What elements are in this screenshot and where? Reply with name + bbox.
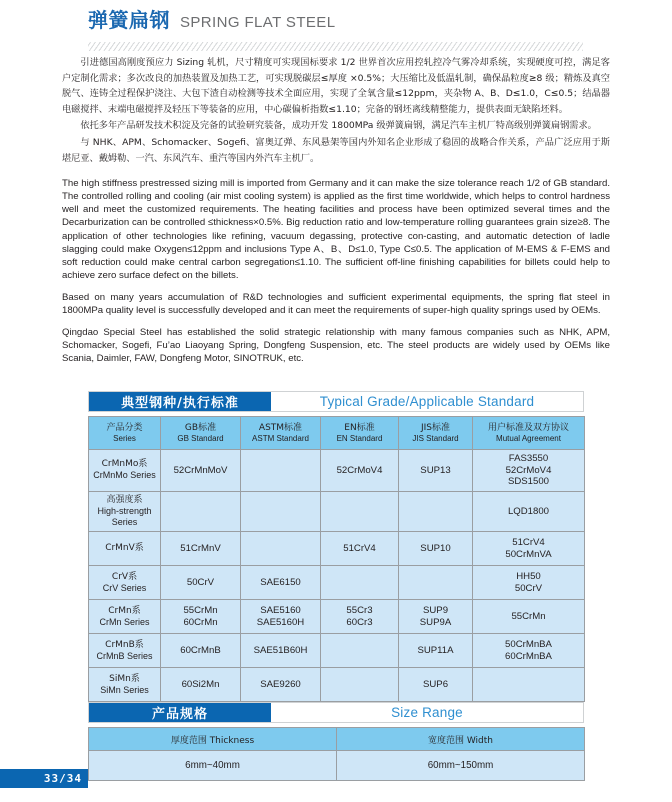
grade-cell-mutual	[473, 450, 585, 492]
table-row	[89, 532, 585, 566]
grade-series-en: CrMnMo Series	[93, 470, 156, 481]
grade-series-cn: CrMnB系	[105, 639, 144, 650]
grade-cell-mutual	[473, 600, 585, 634]
grade-cell-jis	[399, 634, 473, 668]
grade-cell-value: SAE51B60H	[253, 645, 308, 657]
grade-cell-value: 52CrMoV4	[505, 464, 552, 476]
grade-banner-cn: 典型钢种/执行标准	[89, 392, 271, 411]
size-table-header-row	[89, 728, 585, 751]
grade-col-label-en: EN Standard	[336, 433, 383, 443]
grade-cell-gb	[161, 668, 241, 702]
paragraph-en-3: Qingdao Special Steel has established the solid strategic relationship with many famous companies such as NHK, APM, Schomacker, Sogefi, Fu’ao Liaoyang Spring, Dongfeng Suspension, etc. The steel products are widely used by OEMs like Scania, Daimler, FAW, Dongfeng Motor, SINOTRUK, etc.	[62, 327, 610, 365]
english-copy-block	[62, 177, 610, 365]
grade-cell-astm	[241, 634, 321, 668]
grade-cell-value: SAE9260	[260, 679, 301, 691]
size-col-thickness: 厚度范围 Thickness	[89, 728, 337, 751]
grade-col-label-cn: JIS标准	[420, 422, 451, 433]
grade-cell-value: 52CrMnMoV	[173, 464, 228, 476]
size-value-thickness: 6mm~40mm	[89, 751, 337, 781]
grade-series-en: CrV Series	[102, 582, 147, 593]
grade-series-cell	[89, 491, 161, 532]
grade-table-body	[89, 450, 585, 702]
grade-cell-value: 51CrV4	[512, 537, 545, 549]
grade-cell-value: SDS1500	[507, 476, 550, 488]
grade-col-label-cn: EN标准	[344, 422, 375, 433]
grade-cell-en	[321, 450, 399, 492]
grade-cell-en	[321, 532, 399, 566]
grade-cell-mutual	[473, 566, 585, 600]
grade-cell-value: 55Cr3	[346, 605, 373, 617]
grade-cell-mutual	[473, 668, 585, 702]
grade-cell-en	[321, 491, 399, 532]
grade-cell-value: 51CrMnV	[180, 543, 221, 555]
grade-series-cn: 高强度系	[106, 494, 143, 505]
grade-series-cell	[89, 566, 161, 600]
grade-cell-astm	[241, 668, 321, 702]
grade-col-label-en: Series	[113, 433, 136, 443]
grade-cell-astm	[241, 566, 321, 600]
grade-cell-value: 50CrMnVA	[505, 548, 552, 560]
grade-series-cell	[89, 532, 161, 566]
grade-cell-astm	[241, 600, 321, 634]
grade-cell-mutual	[473, 532, 585, 566]
grade-cell-value: SUP9	[422, 605, 449, 617]
grade-cell-value: 60Cr3	[346, 616, 373, 628]
grade-col-5	[473, 417, 585, 450]
grade-cell-value: FAS3550	[508, 453, 549, 464]
grade-col-label-en: GB Standard	[177, 433, 224, 443]
grade-cell-value: 60Si2Mn	[181, 679, 220, 691]
grade-cell-value: 50CrMnBA	[505, 639, 552, 651]
grade-cell-value: SAE5160	[260, 605, 301, 617]
size-banner-cn: 产品规格	[89, 703, 271, 722]
table-row	[89, 668, 585, 702]
grade-banner-en: Typical Grade/Applicable Standard	[319, 394, 535, 409]
grade-table	[88, 416, 585, 702]
grade-series-cell	[89, 634, 161, 668]
page-title	[0, 0, 672, 31]
size-col-width: 宽度范围 Width	[337, 728, 585, 751]
grade-cell-mutual	[473, 634, 585, 668]
grade-cell-value: 60CrMnBA	[505, 650, 552, 662]
table-row	[89, 634, 585, 668]
grade-cell-value: 60CrMn	[183, 616, 218, 628]
grade-cell-jis	[399, 532, 473, 566]
grade-table-header-row	[89, 417, 585, 450]
grade-cell-jis	[399, 566, 473, 600]
grade-series-cn: SiMn系	[109, 673, 140, 684]
hatch-divider	[88, 42, 583, 51]
grade-cell-gb	[161, 450, 241, 492]
page-number-badge: 33/34	[0, 769, 88, 788]
paragraph-en-1: The high stiffness prestressed sizing mill is imported from Germany and it can make the size tolerance reach 1/2 of GB standard. The controlled rolling and cooling (air mist cooling system) is applied as the first time worldwide, which helps to control hardness well and meet the customized requirements. The heating facilities and process have been optimized several times and the Decarburization can be controlled ≤thickness×0.5%. Big reduction ratio and low-temperature rolling guarantees grain size≥8. The application of other technologies like refining, vacuum degassing, protective con-casting, and automatic detection of ladle slagging could make Oxygen≤12ppm and inclusions Type A、B、D≤1.0, Type C≤0.5. The application of M-EMS & F-EMS and soft reduction could make central carbon segregation≤1.10. The sufficient off-line finishing capabilities for billets could help to achieve zero surface defect on the billets.	[62, 178, 610, 281]
grade-cell-value: SUP6	[422, 679, 449, 691]
grade-series-en: CrMn Series	[99, 616, 150, 627]
grade-col-1	[161, 417, 241, 450]
grade-cell-en	[321, 566, 399, 600]
grade-cell-value: 52CrMoV4	[336, 464, 383, 476]
paragraph-en-2: Based on many years accumulation of R&D technologies and sufficient experimental equipments, the spring flat steel in 1800MPa quality level is successfully developed and it can meet the requirements of super-high quality springs used by OEMs.	[62, 291, 610, 316]
size-range-section	[88, 702, 584, 781]
grade-series-cell	[89, 668, 161, 702]
grade-series-cn: CrMnMo系	[101, 459, 148, 470]
grade-cell-value: SUP10	[420, 543, 451, 555]
grade-col-2	[241, 417, 321, 450]
grade-cell-value: 55CrMn	[511, 611, 546, 623]
page-header	[0, 0, 672, 51]
grade-series-cn: CrMnV系	[105, 543, 144, 554]
grade-col-label-cn: 用户标准及双方协议	[487, 422, 569, 433]
grade-cell-gb	[161, 566, 241, 600]
paragraph-cn-2: 依托多年产品研发技术积淀及完备的试验研究装备，成功开发 1800MPa 级弹簧扁钢，满足汽车主机厂特高级别弹簧扁钢需求。	[80, 120, 597, 132]
size-banner	[88, 702, 584, 723]
grade-banner	[88, 391, 584, 412]
grade-cell-jis	[399, 491, 473, 532]
table-row	[89, 450, 585, 492]
grade-cell-value: SUP9A	[419, 616, 452, 628]
grade-cell-value: 50CrV	[186, 577, 215, 589]
grade-cell-gb	[161, 600, 241, 634]
table-row	[89, 566, 585, 600]
body-copy	[62, 55, 610, 365]
grade-cell-value: LQD1800	[507, 505, 550, 517]
size-table	[88, 727, 585, 781]
grade-col-4	[399, 417, 473, 450]
grade-cell-value: SAE6150	[260, 577, 301, 589]
grade-cell-gb	[161, 532, 241, 566]
grade-cell-value: SAE5160H	[256, 616, 305, 628]
grade-cell-gb	[161, 634, 241, 668]
grade-cell-astm	[241, 532, 321, 566]
paragraph-cn-3: 与 NHK、APM、Schomacker、Sogefi、富奥辽弹、东风悬架等国内外知名企业形成了稳固的战略合作关系，产品广泛应用于斯堪尼亚、戴姆勒、一汽、东风汽车、重汽等国内外汽车主机厂。	[62, 136, 610, 164]
grade-series-en: High-strength Series	[97, 505, 152, 528]
grade-cell-en	[321, 668, 399, 702]
grade-cell-value: 60CrMnB	[180, 645, 221, 657]
size-banner-en: Size Range	[391, 705, 463, 720]
grade-cell-gb	[161, 491, 241, 532]
page-title-cn: 弹簧扁钢	[88, 10, 170, 32]
grade-col-label-cn: 产品分类	[106, 422, 143, 433]
typical-grade-section	[88, 391, 584, 702]
grade-col-0	[89, 417, 161, 450]
grade-series-cell	[89, 450, 161, 492]
grade-col-label-cn: ASTM标准	[258, 422, 303, 433]
grade-cell-mutual	[473, 491, 585, 532]
grade-col-label-en: ASTM Standard	[252, 433, 309, 443]
grade-cell-en	[321, 600, 399, 634]
grade-cell-jis	[399, 600, 473, 634]
grade-cell-value: SUP13	[420, 464, 451, 476]
grade-cell-jis	[399, 668, 473, 702]
grade-cell-value: 55CrMn	[183, 605, 218, 617]
grade-cell-jis	[399, 450, 473, 492]
table-row	[89, 491, 585, 532]
grade-cell-astm	[241, 450, 321, 492]
size-value-width: 60mm~150mm	[337, 751, 585, 781]
table-row	[89, 600, 585, 634]
grade-cell-value: 51CrV4	[343, 543, 376, 555]
grade-series-en: SiMn Series	[100, 684, 149, 695]
grade-series-cn: CrV系	[111, 571, 138, 582]
page-title-en: SPRING FLAT STEEL	[180, 14, 336, 31]
grade-col-3	[321, 417, 399, 450]
grade-col-label-en: Mutual Agreement	[496, 433, 561, 443]
grade-col-label-en: JIS Standard	[412, 433, 459, 443]
grade-series-cell	[89, 600, 161, 634]
grade-cell-value: HH50	[516, 571, 541, 583]
grade-cell-en	[321, 634, 399, 668]
grade-cell-value: 50CrV	[514, 582, 543, 594]
grade-series-en: CrMnB Series	[96, 650, 153, 661]
grade-cell-astm	[241, 491, 321, 532]
grade-series-cn: CrMn系	[108, 605, 141, 616]
grade-cell-value: SUP11A	[417, 645, 454, 657]
size-table-row	[89, 751, 585, 781]
paragraph-cn-1: 引进德国高刚度预应力 Sizing 轧机，尺寸精度可实现国标要求 1/2 世界首次应用控轧控冷气雾冷却系统，实现硬度可控，满足客户定制化需求；多次改良的加热装置及加热工艺，可实现脱碳层≤厚度 ×0.5%；大压缩比及低温轧制，确保晶粒度≥8 级；精炼及真空脱气、连铸全过程保护浇注、大包下渣自动检测等技术全面应用，实现了全氧含量≤12ppm，夹杂物 A、B、D≤1.0，C≤0.5；结晶器电磁搅拌、末端电磁搅拌及轻压下等装备的应用，中心碳偏析指数≤1.10；完备的钢坯离线精整能力，提供表面无缺陷坯料。	[62, 57, 610, 115]
grade-col-label-cn: GB标准	[184, 422, 217, 433]
